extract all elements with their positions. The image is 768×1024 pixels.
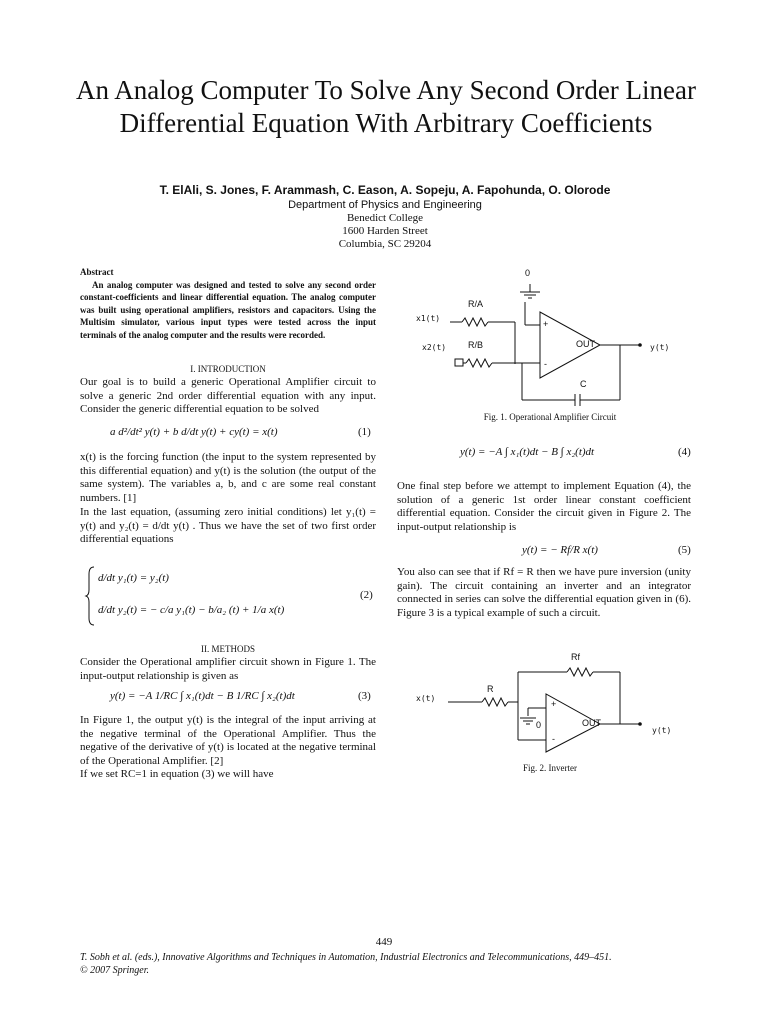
methods-heading: II. METHODS (201, 644, 255, 654)
left-column (80, 266, 376, 341)
fig1-input-1-label: x1(t) (416, 314, 441, 323)
figure-1-circuit (400, 262, 700, 412)
equation-3: y(t) = −A 1/RC ∫ x₁(t)dt − B 1/RC ∫ x₂(t)dt (110, 690, 295, 702)
intro-paragraph-1: Our goal is to build a generic Operational Amplifier circuit to solve a generic 2nd order differential equation with any input. Consider the generic differential equation to be solved (80, 376, 376, 416)
equation-3-number: (3) (358, 690, 371, 702)
fig1-minus-label: - (544, 359, 547, 369)
fig1-ground-label: 0 (525, 268, 531, 278)
fig2-rf-label: Rf (571, 652, 580, 662)
street: 1600 Harden Street (342, 225, 428, 237)
fig2-ground-label: 0 (536, 720, 542, 730)
equation-5: y(t) = − Rf/R x(t) (522, 544, 598, 556)
fig2-plus-label: + (551, 699, 557, 709)
footer-citation: T. Sobh et al. (eds.), Innovative Algorithms and Techniques in Automation, Industrial Electronics and Telecommunications, 449–451. (80, 952, 612, 963)
fig1-output-label: y(t) (650, 343, 670, 352)
fig1-resistor-a-label: R/A (468, 299, 484, 309)
fig1-resistor-b-label: R/B (468, 340, 484, 350)
methods-paragraph-1: Consider the Operational amplifier circuit shown in Figure 1. The input-output relationship is given as (80, 656, 376, 682)
figure-1-wiring (400, 262, 700, 412)
equation-2-brace (86, 566, 96, 626)
fig2-r-label: R (487, 684, 494, 694)
abstract-text: An analog computer was designed and tested to solve any second order constant-coefficients and linear differential equation. The analog computer was built using operational amplifiers, resistors and capacitors. Using the Multisim simulator, various input types were tested across the input terminals of the analog computer and the results were recorded. (80, 279, 376, 340)
equation-2-number: (2) (360, 589, 373, 601)
author-list: T. ElAli, S. Jones, F. Arammash, C. Eason, A. Sopeju, A. Fapohunda, O. Olorode (159, 183, 611, 197)
page-number: 449 (375, 936, 393, 948)
abstract-heading: Abstract (80, 267, 114, 277)
equation-2a: d/dt y₁(t) = y₂(t) (98, 572, 169, 584)
equation-4-number: (4) (678, 446, 691, 458)
fig2-opamp-out-label: OUT (582, 718, 601, 728)
equation-4: y(t) = −A ∫ x₁(t)dt − B ∫ x₂(t)dt (460, 446, 595, 458)
figure-2-circuit (400, 648, 700, 764)
equation-5-number: (5) (678, 544, 691, 556)
equation-1: a d²/dt² y(t) + b d/dt y(t) + cy(t) = x(t) (110, 426, 278, 438)
figure-2-wiring (400, 648, 700, 764)
fig2-output-label: y(t) (652, 726, 672, 735)
equation-1-number: (1) (358, 426, 371, 438)
paper-title: An Analog Computer To Solve Any Second Order Linear Differential Equation With Arbitrary Coefficients (75, 75, 696, 138)
fig1-plus-label: + (543, 319, 549, 329)
methods-paragraph-3: If we set RC=1 in equation (3) we will have (80, 768, 274, 780)
college: Benedict College (346, 212, 424, 224)
right-paragraph-1: One final step before we attempt to implement Equation (4), the solution of a generic 1st order linear constant coefficient differential equation. Consider the circuit given in Figure 2. The input-output relationship is (397, 480, 691, 533)
department: Department of Physics and Engineering (288, 199, 482, 211)
intro-paragraph-2: x(t) is the forcing function (the input to the system represented by this differential equation) and y(t) is the solution (the output of the same system). The variables a, b, and c are some real constant numbers. [1] (80, 451, 376, 504)
equation-2b: d/dt y₂(t) = − c/a y₁(t) − b/a₂ (t) + 1/a x(t) (98, 604, 285, 616)
figure-1-caption: Fig. 1. Operational Amplifier Circuit (483, 412, 617, 422)
footer-copyright: © 2007 Springer. (80, 965, 149, 976)
intro-heading: I. INTRODUCTION (190, 364, 266, 374)
fig2-minus-label: - (552, 734, 555, 744)
fig1-input-2-label: x2(t) (422, 343, 447, 352)
abstract (80, 266, 376, 341)
fig1-opamp-out-label: OUT (576, 339, 595, 349)
fig1-capacitor-label: C (580, 379, 587, 389)
intro-paragraph-3: In the last equation, (assuming zero initial conditions) let y₁(t) = y(t) and y₂(t) = d/dt y(t) . Thus we have the set of two first order differential equations (80, 506, 376, 546)
fig2-input-label: x(t) (416, 694, 436, 703)
figure-2-caption: Fig. 2. Inverter (523, 763, 577, 773)
right-paragraph-2: You also can see that if Rf = R then we have pure inversion (unity gain). The circuit containing an inverter and an integrator connected in series can solve the differential equation given in (6). Figure 3 is a typical example of such a circuit. (397, 566, 691, 619)
methods-paragraph-2: In Figure 1, the output y(t) is the integral of the input arriving at the negative terminal of the Operational Amplifier. Thus the negative of the derivative of y(t) is located at the negative terminal of the Operational Amplifier. [2] (80, 714, 376, 767)
city: Columbia, SC 29204 (338, 238, 432, 250)
